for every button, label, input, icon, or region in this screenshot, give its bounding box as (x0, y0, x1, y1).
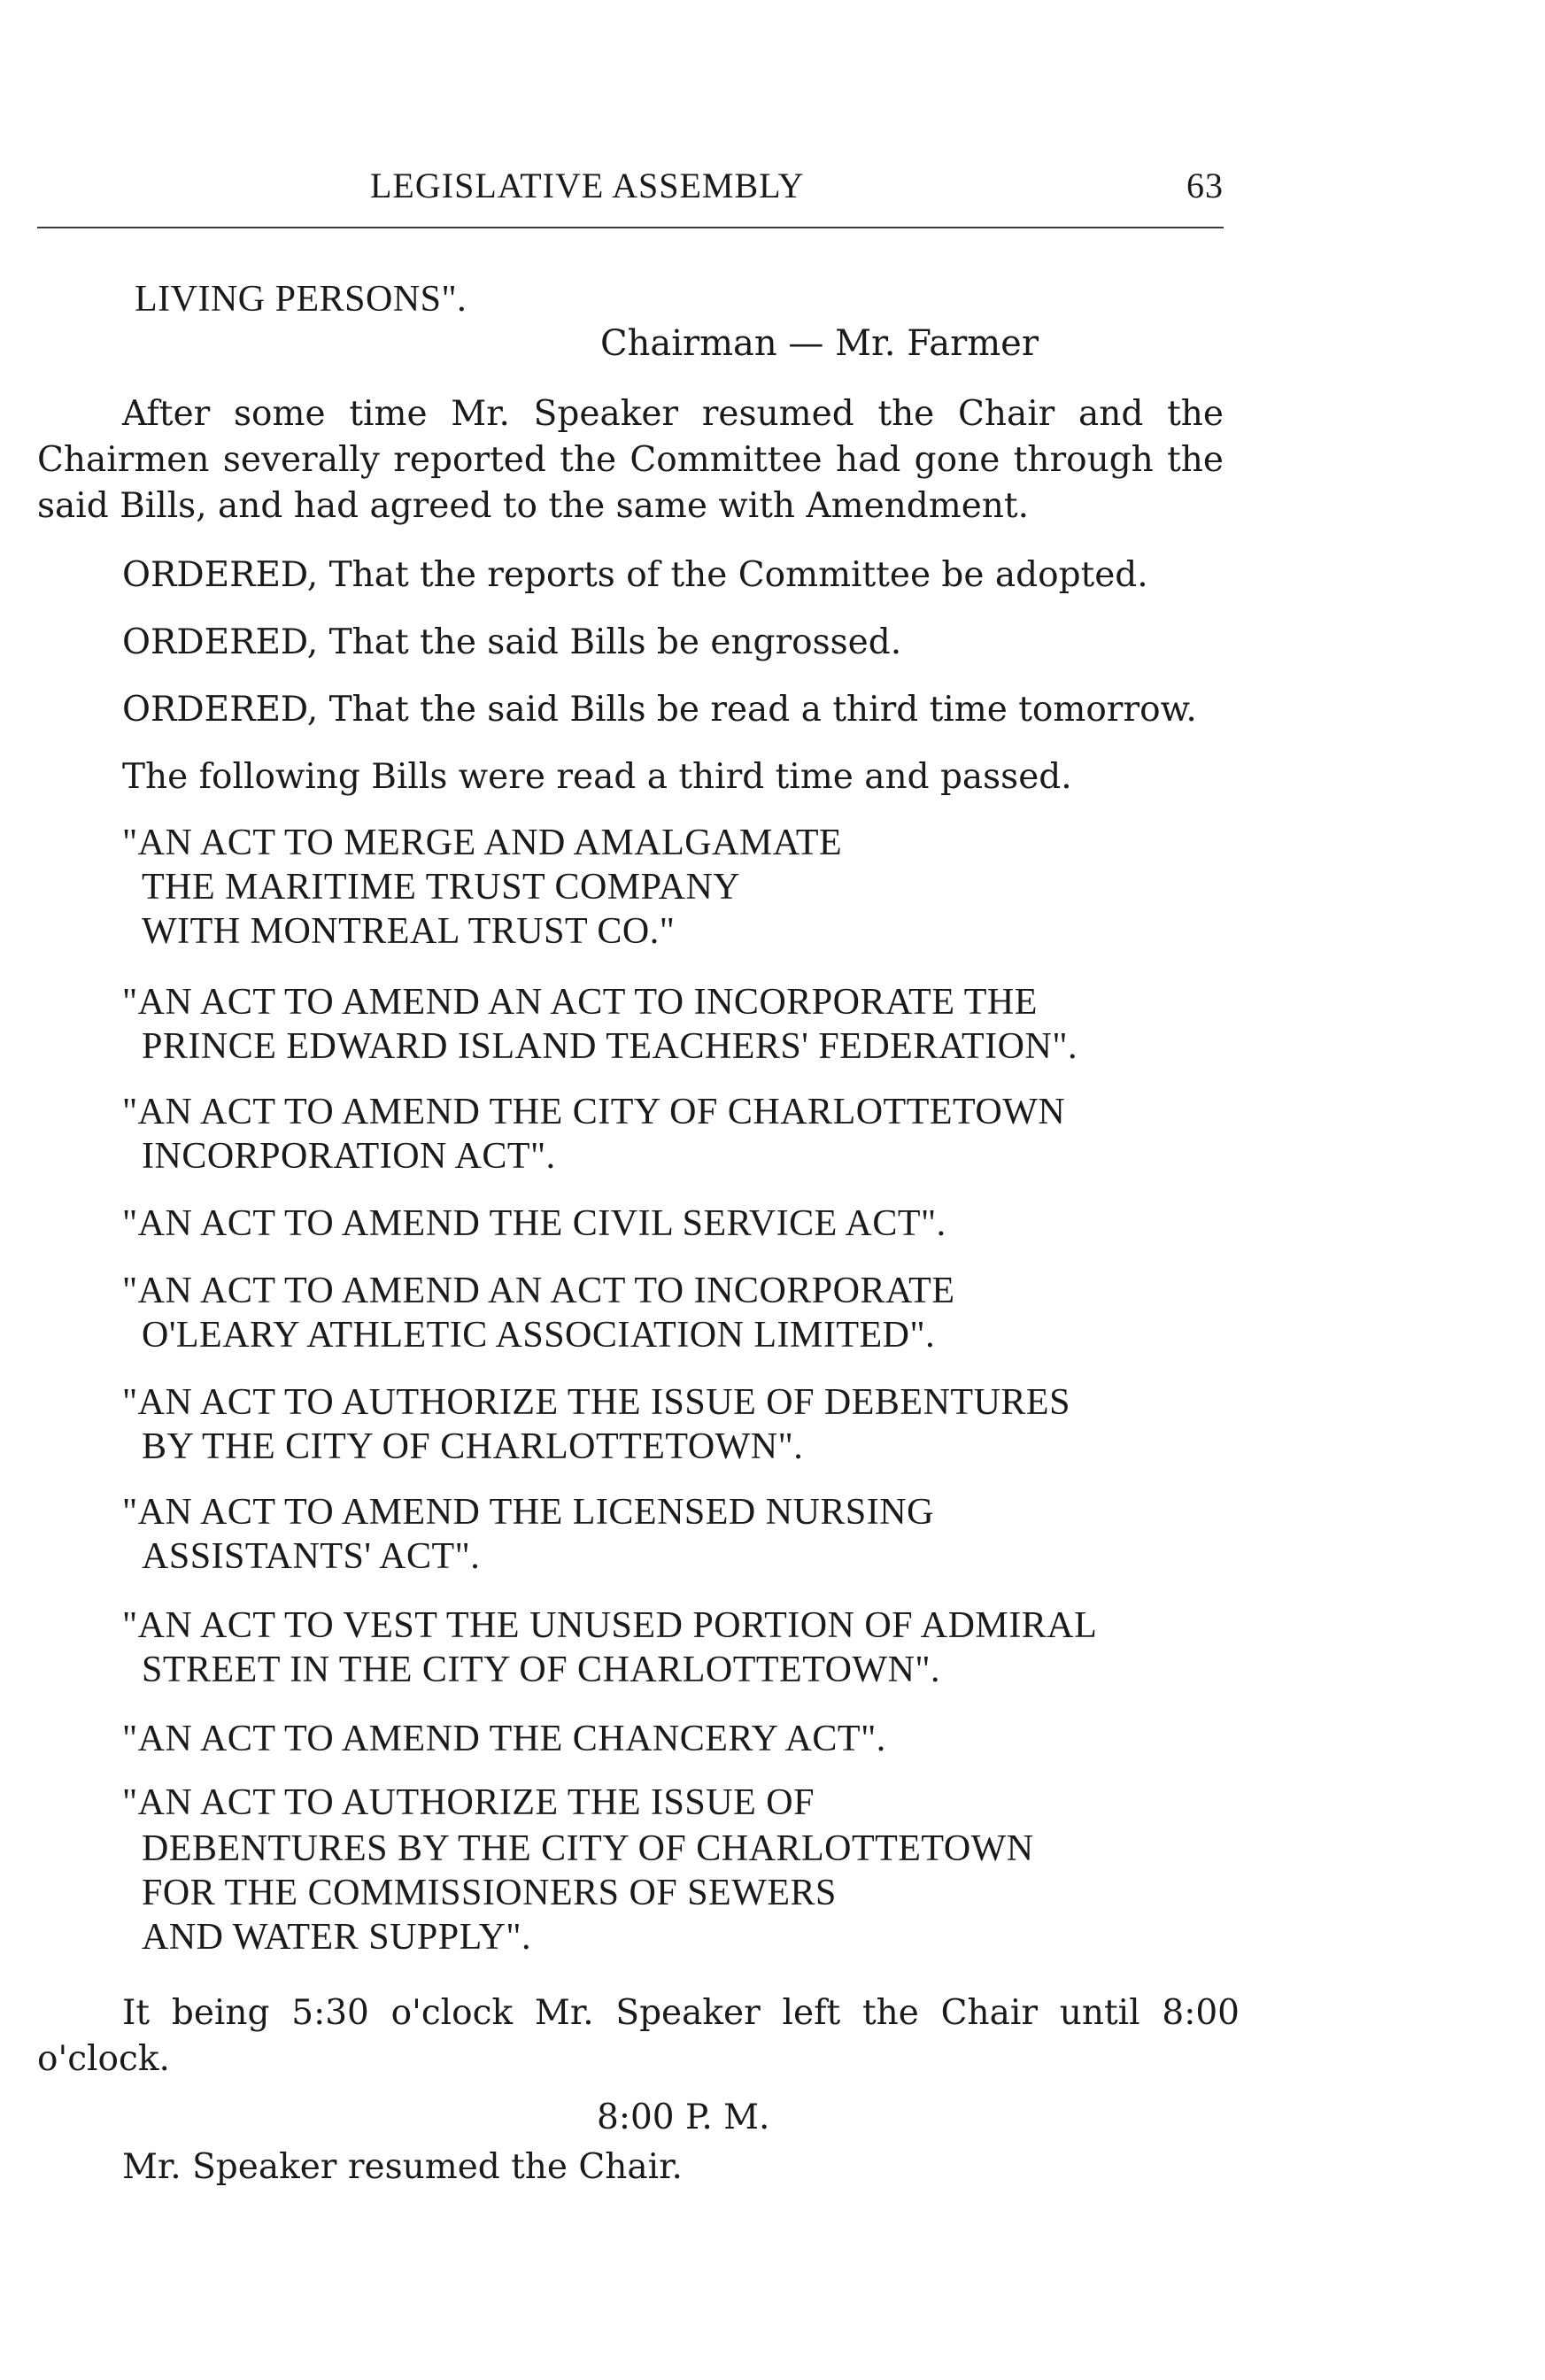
bill-title-line: BY THE CITY OF CHARLOTTETOWN". (142, 1426, 804, 1467)
header-title: LEGISLATIVE ASSEMBLY (370, 166, 805, 205)
bill-title-line: WITH MONTREAL TRUST CO." (142, 911, 676, 952)
bill-title-line: DEBENTURES BY THE CITY OF CHARLOTTETOWN (142, 1828, 1034, 1869)
bill-title-line: ASSISTANTS' ACT". (142, 1536, 481, 1577)
paragraph-line: After some time Mr. Speaker resumed the Chair and the (122, 394, 1224, 434)
ordered-line: ORDERED, That the said Bills be engrossed. (122, 622, 902, 662)
recess-line: o'clock. (37, 2039, 170, 2079)
bill-title-line: INCORPORATION ACT". (142, 1136, 556, 1177)
bill-title-line: "AN ACT TO MERGE AND AMALGAMATE (122, 823, 843, 863)
ordered-line: ORDERED, That the reports of the Committee be adopted. (122, 555, 1148, 595)
page-number: 63 (1186, 166, 1224, 205)
bill-title-line: "AN ACT TO AUTHORIZE THE ISSUE OF DEBENTURES (122, 1382, 1070, 1423)
bill-title-line: "AN ACT TO AMEND AN ACT TO INCORPORATE THE (122, 982, 1038, 1023)
bill-title-line: STREET IN THE CITY OF CHARLOTTETOWN". (142, 1650, 941, 1690)
bill-title-line: "AN ACT TO AMEND AN ACT TO INCORPORATE (122, 1271, 955, 1311)
bill-title-line: THE MARITIME TRUST COMPANY (142, 867, 741, 908)
bill-title-line: AND WATER SUPPLY". (142, 1917, 532, 1958)
continuation-line: LIVING PERSONS". (135, 279, 467, 320)
bill-title-line: O'LEARY ATHLETIC ASSOCIATION LIMITED". (142, 1315, 936, 1356)
bill-title-line: "AN ACT TO AMEND THE LICENSED NURSING (122, 1492, 934, 1533)
running-header (37, 165, 1224, 218)
ordered-line: ORDERED, That the said Bills be read a third time tomorrow. (122, 690, 1197, 730)
bill-title-line: "AN ACT TO AMEND THE CITY OF CHARLOTTETOWN (122, 1092, 1066, 1132)
chairman-line: Chairman — Mr. Farmer (600, 323, 1039, 364)
bill-title-line: FOR THE COMMISSIONERS OF SEWERS (142, 1873, 837, 1913)
bill-title-line: PRINCE EDWARD ISLAND TEACHERS' FEDERATION". (142, 1026, 1078, 1067)
third-reading-intro: The following Bills were read a third time and passed. (122, 757, 1072, 797)
paragraph-line: said Bills, and had agreed to the same with Amendment. (37, 486, 1029, 526)
evening-time: 8:00 P. M. (597, 2098, 770, 2137)
recess-line: It being 5:30 o'clock Mr. Speaker left the Chair until 8:00 (122, 1993, 1240, 2033)
bill-title-line: "AN ACT TO AMEND THE CIVIL SERVICE ACT". (122, 1203, 946, 1244)
paragraph-line: Chairmen severally reported the Committee had gone through the (37, 440, 1224, 480)
header-rule (37, 227, 1224, 228)
bill-title-line: "AN ACT TO AMEND THE CHANCERY ACT". (122, 1719, 886, 1759)
speaker-resumed-line: Mr. Speaker resumed the Chair. (122, 2147, 683, 2187)
bill-title-line: "AN ACT TO VEST THE UNUSED PORTION OF ADMIRAL (122, 1605, 1098, 1646)
bill-title-line: "AN ACT TO AUTHORIZE THE ISSUE OF (122, 1782, 815, 1823)
